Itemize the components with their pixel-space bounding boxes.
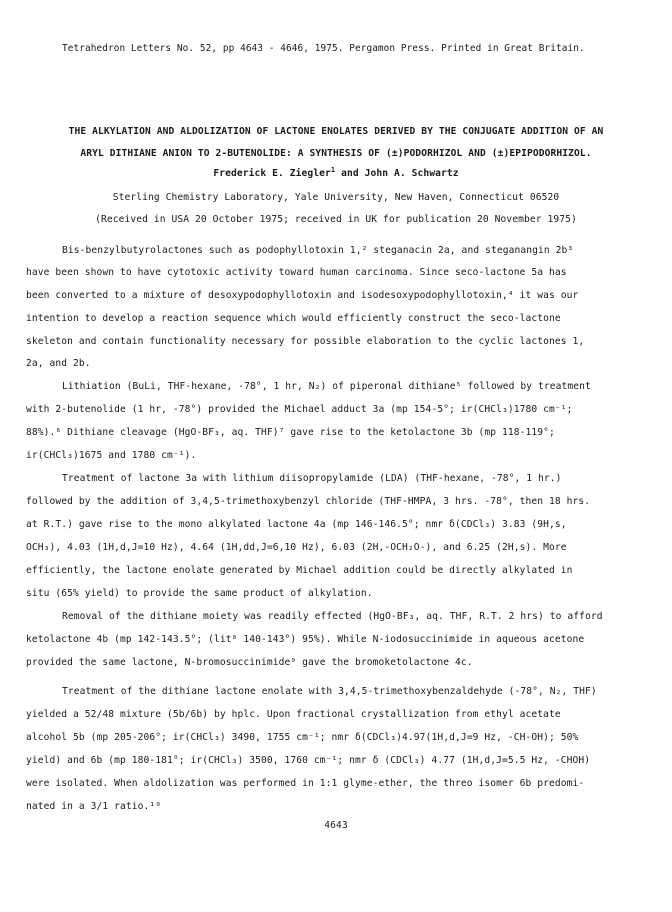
- p5-line-3: alcohol 5b (mp 205-206°; ir(CHCl₃) 3490, 1755 cm⁻¹; nmr δ(CDCl₃)4.97(1H,d,J=9 Hz, -CH-OH); 50%: [26, 732, 579, 743]
- p2-line-3: 88%).⁶ Dithiane cleavage (HgO-BF₃, aq. THF)⁷ gave rise to the ketolactone 3b (mp 118-119°;: [26, 427, 555, 438]
- affiliation: Sterling Chemistry Laboratory, Yale University, New Haven, Connecticut 06520: [112, 192, 560, 203]
- p4-line-1: Removal of the dithiane moiety was readily effected (HgO-BF₃, aq. THF, R.T. 2 hrs) to afford: [62, 611, 603, 622]
- author-1: Frederick E. Ziegler: [213, 168, 331, 179]
- p1-line-1: Bis-benzylbutyrolactones such as podophyllotoxin 1,² steganacin 2a, and steganangin 2b³: [62, 245, 574, 256]
- p3-line-2: followed by the addition of 3,4,5-trimethoxybenzyl chloride (THF-HMPA, 3 hrs. -78°, then 18 hrs.: [26, 496, 591, 507]
- p3-line-4: OCH₃), 4.03 (1H,d,J=10 Hz), 4.64 (1H,dd,J=6,10 Hz), 6.03 (2H,-OCH₂O-), and 6.25 (2H,s). More: [26, 542, 567, 553]
- p5-line-6: nated in a 3/1 ratio.¹⁰: [26, 801, 162, 812]
- p1-line-3: been converted to a mixture of desoxypodophyllotoxin and isodesoxypodophyllotoxin,⁴ it was our: [26, 290, 579, 301]
- p5-line-5: were isolated. When aldolization was performed in 1:1 glyme-ether, the threo isomer 6b predomi-: [26, 778, 585, 789]
- p4-line-2: ketolactone 4b (mp 142-143.5°; (lit⁸ 140-143°) 95%). While N-iodosuccinimide in aqueous acetone: [26, 634, 585, 645]
- title-line-2: ARYL DITHIANE ANION TO 2-BUTENOLIDE: A SYNTHESIS OF (±)PODORHIZOL AND (±)EPIPODORHIZOL.: [80, 148, 592, 159]
- p3-line-5: efficiently, the lactone enolate generated by Michael addition could be directly alkylated in: [26, 565, 573, 576]
- p5-line-2: yielded a 52/48 mixture (5b/6b) by hplc. Upon fractional crystallization from ethyl acetate: [26, 709, 561, 720]
- author-2: John A. Schwartz: [364, 168, 459, 179]
- authors-and: and: [335, 168, 365, 179]
- p1-line-6: 2a, and 2b.: [26, 358, 91, 369]
- p5-line-4: yield) and 6b (mp 180-181°; ir(CHCl₃) 3500, 1760 cm⁻¹; nmr δ (CDCl₃) 4.77 (1H,d,J=5.5 Hz, -CHOH): [26, 755, 591, 766]
- p3-line-1: Treatment of lactone 3a with lithium diisopropylamide (LDA) (THF-hexane, -78°, 1 hr.): [62, 473, 562, 484]
- title-line-1: THE ALKYLATION AND ALDOLIZATION OF LACTONE ENOLATES DERIVED BY THE CONJUGATE ADDITION OF AN: [68, 126, 604, 137]
- p2-line-4: ir(CHCl₃)1675 and 1780 cm⁻¹).: [26, 450, 197, 461]
- authors: [0, 165, 672, 180]
- p1-line-2: have been shown to have cytotoxic activity toward human carcinoma. Since seco-lactone 5a has: [26, 267, 567, 278]
- p3-line-6: situ (65% yield) to provide the same product of alkylation.: [26, 588, 373, 599]
- p1-line-5: skeleton and contain functionality necessary for possible elaboration to the cyclic lactones 1,: [26, 336, 585, 347]
- p2-line-1: Lithiation (BuLi, THF-hexane, -78°, 1 hr, N₂) of piperonal dithiane⁵ followed by treatment: [62, 381, 591, 392]
- received-dates: (Received in USA 20 October 1975; received in UK for publication 20 November 1975): [95, 214, 577, 225]
- journal-header: Tetrahedron Letters No. 52, pp 4643 - 4646, 1975. Pergamon Press. Printed in Great Britain.: [62, 43, 585, 54]
- page-number: 4643: [324, 820, 348, 831]
- p1-line-4: intention to develop a reaction sequence which would efficiently construct the seco-lactone: [26, 313, 561, 324]
- author-1-footnote: 1: [330, 165, 336, 174]
- p5-line-1: Treatment of the dithiane lactone enolate with 3,4,5-trimethoxybenzaldehyde (-78°, N₂, THF): [62, 686, 597, 697]
- p4-line-3: provided the same lactone, N-bromosuccinimide⁹ gave the bromoketolactone 4c.: [26, 657, 473, 668]
- p3-line-3: at R.T.) gave rise to the mono alkylated lactone 4a (mp 146-146.5°; nmr δ(CDCl₃) 3.83 (9H,s,: [26, 519, 567, 530]
- p2-line-2: with 2-butenolide (1 hr, -78°) provided the Michael adduct 3a (mp 154-5°; ir(CHCl₃)1780 cm⁻¹;: [26, 404, 573, 415]
